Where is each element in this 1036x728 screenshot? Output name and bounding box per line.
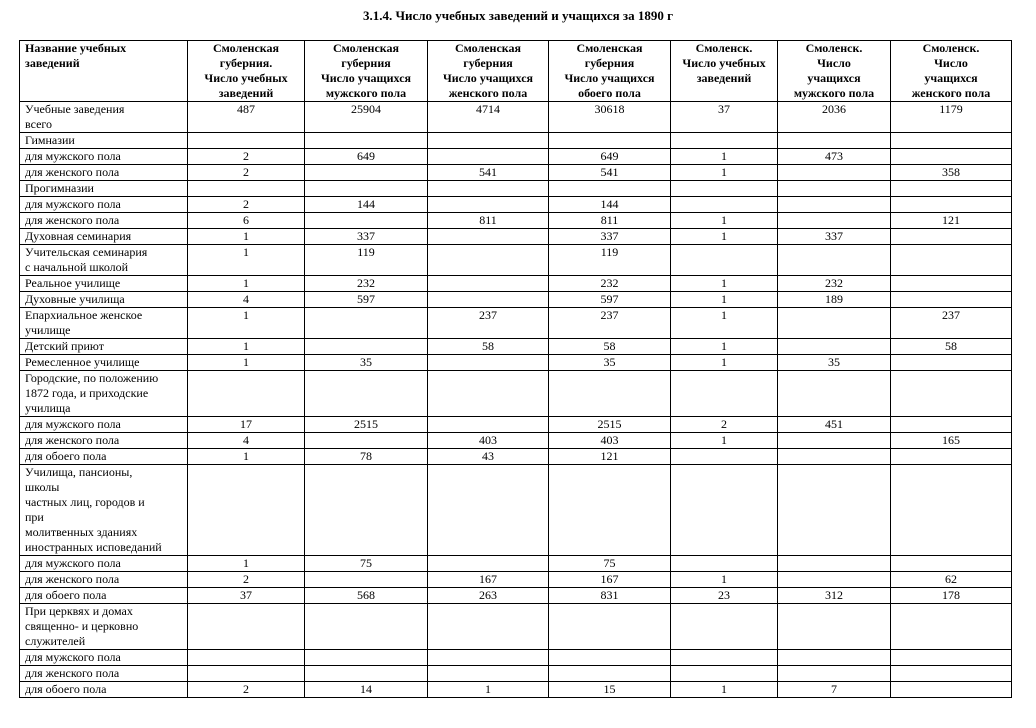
table-body [20,102,1012,698]
cell-gub-institutions [188,465,305,556]
cell-city-institutions: 1 [671,229,778,245]
table-row [20,292,1012,308]
cell-city-institutions [671,666,778,682]
cell-city-male [778,133,891,149]
cell-gub-male [305,650,428,666]
cell-gub-male: 119 [305,245,428,276]
cell-city-male [778,245,891,276]
row-name-cell: Детский приют [20,339,188,355]
row-name-cell: для женского пола [20,213,188,229]
cell-city-female [891,682,1012,698]
cell-gub-institutions: 17 [188,417,305,433]
cell-city-male: 232 [778,276,891,292]
cell-gub-institutions [188,133,305,149]
cell-gub-male: 2515 [305,417,428,433]
cell-city-female [891,465,1012,556]
cell-gub-both: 144 [549,197,671,213]
table-row [20,588,1012,604]
cell-gub-both [549,465,671,556]
cell-city-institutions [671,465,778,556]
cell-gub-both: 167 [549,572,671,588]
column-header-gub-male: Смоленская губерния Число учащихся мужского пола [305,41,428,102]
cell-city-institutions [671,556,778,572]
cell-gub-female [428,181,549,197]
cell-city-female: 62 [891,572,1012,588]
cell-gub-both: 121 [549,449,671,465]
cell-gub-institutions [188,604,305,650]
cell-city-male [778,572,891,588]
cell-gub-female: 811 [428,213,549,229]
table-row [20,604,1012,650]
cell-gub-female [428,417,549,433]
cell-gub-male [305,604,428,650]
cell-gub-both: 403 [549,433,671,449]
cell-city-female [891,229,1012,245]
cell-city-female [891,417,1012,433]
cell-gub-male [305,165,428,181]
cell-city-institutions [671,449,778,465]
table-row [20,449,1012,465]
table-row [20,181,1012,197]
cell-city-female [891,355,1012,371]
cell-city-male [778,181,891,197]
cell-city-male: 473 [778,149,891,165]
table-row [20,245,1012,276]
cell-gub-female [428,465,549,556]
cell-city-male [778,449,891,465]
table-row [20,417,1012,433]
cell-gub-both: 75 [549,556,671,572]
cell-gub-female [428,276,549,292]
cell-city-institutions: 1 [671,339,778,355]
cell-gub-female [428,666,549,682]
cell-city-female [891,292,1012,308]
row-name-cell: Ремесленное училище [20,355,188,371]
cell-city-male: 7 [778,682,891,698]
cell-city-institutions: 1 [671,165,778,181]
cell-city-female: 58 [891,339,1012,355]
row-name-cell: Епархиальное женское училище [20,308,188,339]
cell-gub-institutions: 2 [188,682,305,698]
column-header-gub-institutions: Смоленская губерния. Число учебных заведений [188,41,305,102]
cell-gub-male [305,308,428,339]
cell-city-institutions: 1 [671,355,778,371]
cell-gub-institutions [188,181,305,197]
cell-gub-institutions: 4 [188,433,305,449]
row-name-cell: При церквях и домах священно- и церковно служителей [20,604,188,650]
cell-gub-institutions: 4 [188,292,305,308]
cell-gub-both: 831 [549,588,671,604]
cell-gub-both: 597 [549,292,671,308]
cell-city-female [891,149,1012,165]
table-title: 3.1.4. Число учебных заведений и учащихся за 1890 г [362,8,674,23]
cell-city-institutions: 23 [671,588,778,604]
row-name-cell: для мужского пола [20,197,188,213]
cell-gub-female [428,133,549,149]
cell-gub-institutions: 1 [188,276,305,292]
cell-gub-female [428,604,549,650]
cell-city-female [891,245,1012,276]
cell-city-male [778,165,891,181]
cell-gub-female [428,355,549,371]
row-name-cell: для мужского пола [20,650,188,666]
cell-city-institutions: 1 [671,292,778,308]
table-row [20,276,1012,292]
cell-gub-institutions [188,666,305,682]
cell-city-institutions: 1 [671,572,778,588]
cell-gub-both [549,666,671,682]
table-row [20,666,1012,682]
cell-gub-female: 1 [428,682,549,698]
cell-gub-both [549,371,671,417]
cell-gub-both [549,133,671,149]
cell-city-male: 2036 [778,102,891,133]
cell-city-male [778,604,891,650]
cell-gub-female [428,650,549,666]
cell-gub-male [305,213,428,229]
table-row [20,465,1012,556]
cell-gub-male: 568 [305,588,428,604]
cell-city-male: 312 [778,588,891,604]
cell-gub-male [305,371,428,417]
cell-city-female [891,181,1012,197]
column-header-gub-female: Смоленская губерния Число учащихся женского пола [428,41,549,102]
cell-gub-both: 337 [549,229,671,245]
row-name-cell: для женского пола [20,433,188,449]
row-name-cell: для мужского пола [20,417,188,433]
cell-city-institutions [671,197,778,213]
cell-gub-female: 541 [428,165,549,181]
cell-gub-male [305,572,428,588]
column-header-city-institutions: Смоленск. Число учебных заведений [671,41,778,102]
row-name-cell: для обоего пола [20,682,188,698]
row-name-cell: Учительская семинария с начальной школой [20,245,188,276]
cell-city-institutions [671,604,778,650]
cell-gub-institutions: 1 [188,449,305,465]
cell-city-female [891,650,1012,666]
cell-gub-male: 75 [305,556,428,572]
table-row [20,682,1012,698]
table-row [20,556,1012,572]
cell-gub-institutions: 1 [188,245,305,276]
row-name-cell: Прогимназии [20,181,188,197]
cell-gub-institutions: 6 [188,213,305,229]
cell-gub-female: 263 [428,588,549,604]
cell-city-institutions: 1 [671,149,778,165]
cell-gub-institutions: 2 [188,149,305,165]
cell-city-institutions [671,371,778,417]
cell-gub-both: 119 [549,245,671,276]
cell-city-institutions: 1 [671,433,778,449]
cell-gub-institutions: 487 [188,102,305,133]
cell-city-male [778,213,891,229]
table-row [20,133,1012,149]
table-row [20,371,1012,417]
cell-gub-male: 78 [305,449,428,465]
cell-city-institutions: 1 [671,276,778,292]
table-row [20,433,1012,449]
cell-gub-institutions: 1 [188,308,305,339]
cell-city-male: 35 [778,355,891,371]
row-name-cell: Городские, по положению 1872 года, и приходские училища [20,371,188,417]
cell-gub-male: 25904 [305,102,428,133]
cell-gub-female [428,197,549,213]
cell-city-female [891,604,1012,650]
cell-city-male [778,666,891,682]
cell-city-female: 178 [891,588,1012,604]
table-row [20,197,1012,213]
cell-gub-male [305,339,428,355]
cell-city-male [778,308,891,339]
column-header-city-female: Смоленск. Число учащихся женского пола [891,41,1012,102]
cell-city-male [778,197,891,213]
cell-gub-both: 15 [549,682,671,698]
cell-gub-both: 541 [549,165,671,181]
cell-gub-institutions: 1 [188,556,305,572]
row-name-cell: Училища, пансионы, школы частных лиц, городов и при молитвенных зданиях иностранных исповеданий [20,465,188,556]
cell-city-female [891,449,1012,465]
cell-gub-male: 597 [305,292,428,308]
cell-city-female: 121 [891,213,1012,229]
cell-gub-male: 232 [305,276,428,292]
cell-gub-male: 144 [305,197,428,213]
cell-city-female [891,197,1012,213]
cell-gub-female [428,245,549,276]
table-row [20,149,1012,165]
cell-gub-both [549,604,671,650]
cell-gub-institutions: 2 [188,165,305,181]
cell-city-institutions: 37 [671,102,778,133]
row-name-cell: для обоего пола [20,588,188,604]
cell-gub-male: 649 [305,149,428,165]
cell-city-male: 451 [778,417,891,433]
cell-gub-both [549,650,671,666]
row-name-cell: для мужского пола [20,556,188,572]
cell-city-institutions [671,245,778,276]
table-row [20,213,1012,229]
row-name-cell: Духовная семинария [20,229,188,245]
cell-city-male: 189 [778,292,891,308]
row-name-cell: для женского пола [20,666,188,682]
cell-city-female [891,556,1012,572]
cell-gub-both: 237 [549,308,671,339]
cell-city-male [778,433,891,449]
cell-city-male [778,371,891,417]
cell-gub-both: 35 [549,355,671,371]
cell-gub-institutions [188,371,305,417]
cell-gub-female: 43 [428,449,549,465]
cell-city-female: 358 [891,165,1012,181]
row-name-cell: для женского пола [20,572,188,588]
cell-gub-female: 237 [428,308,549,339]
cell-gub-female: 167 [428,572,549,588]
cell-gub-male: 337 [305,229,428,245]
cell-gub-female [428,371,549,417]
cell-city-female [891,276,1012,292]
cell-gub-female: 58 [428,339,549,355]
cell-gub-both: 232 [549,276,671,292]
header-row [20,41,1012,102]
table-row [20,308,1012,339]
cell-city-female [891,666,1012,682]
table-row [20,339,1012,355]
cell-city-institutions: 1 [671,213,778,229]
cell-gub-female: 4714 [428,102,549,133]
cell-gub-male [305,433,428,449]
cell-city-male [778,465,891,556]
cell-city-institutions: 1 [671,682,778,698]
table-row [20,165,1012,181]
column-header-name: Название учебных заведений [20,41,188,102]
cell-gub-female [428,229,549,245]
statistics-table [19,40,1012,698]
table-row [20,572,1012,588]
row-name-cell: для мужского пола [20,149,188,165]
table-row [20,229,1012,245]
cell-gub-both: 30618 [549,102,671,133]
cell-gub-institutions: 2 [188,572,305,588]
row-name-cell: Духовные училища [20,292,188,308]
cell-city-male [778,339,891,355]
table-row [20,355,1012,371]
cell-city-female: 1179 [891,102,1012,133]
table-row [20,102,1012,133]
cell-gub-male [305,666,428,682]
cell-city-male: 337 [778,229,891,245]
cell-gub-female [428,556,549,572]
cell-city-institutions [671,181,778,197]
row-name-cell: для обоего пола [20,449,188,465]
cell-city-female: 237 [891,308,1012,339]
row-name-cell: Учебные заведения всего [20,102,188,133]
cell-city-male [778,650,891,666]
cell-gub-both [549,181,671,197]
cell-city-institutions [671,133,778,149]
cell-gub-female: 403 [428,433,549,449]
cell-gub-both: 649 [549,149,671,165]
column-header-city-male: Смоленск. Число учащихся мужского пола [778,41,891,102]
cell-gub-both: 811 [549,213,671,229]
row-name-cell: Реальное училище [20,276,188,292]
table-row [20,650,1012,666]
cell-gub-both: 2515 [549,417,671,433]
cell-city-institutions [671,650,778,666]
cell-city-female: 165 [891,433,1012,449]
cell-city-female [891,133,1012,149]
cell-gub-male [305,181,428,197]
cell-city-female [891,371,1012,417]
cell-gub-both: 58 [549,339,671,355]
cell-city-institutions: 2 [671,417,778,433]
cell-gub-female [428,149,549,165]
cell-gub-institutions: 1 [188,229,305,245]
row-name-cell: для женского пола [20,165,188,181]
cell-gub-female [428,292,549,308]
cell-gub-male: 14 [305,682,428,698]
cell-gub-institutions: 37 [188,588,305,604]
cell-gub-male: 35 [305,355,428,371]
cell-gub-institutions [188,650,305,666]
cell-gub-institutions: 1 [188,339,305,355]
row-name-cell: Гимназии [20,133,188,149]
cell-gub-male [305,133,428,149]
cell-city-male [778,556,891,572]
column-header-gub-both: Смоленская губерния Число учащихся обоего пола [549,41,671,102]
cell-gub-institutions: 1 [188,355,305,371]
cell-gub-male [305,465,428,556]
cell-gub-institutions: 2 [188,197,305,213]
cell-city-institutions: 1 [671,308,778,339]
